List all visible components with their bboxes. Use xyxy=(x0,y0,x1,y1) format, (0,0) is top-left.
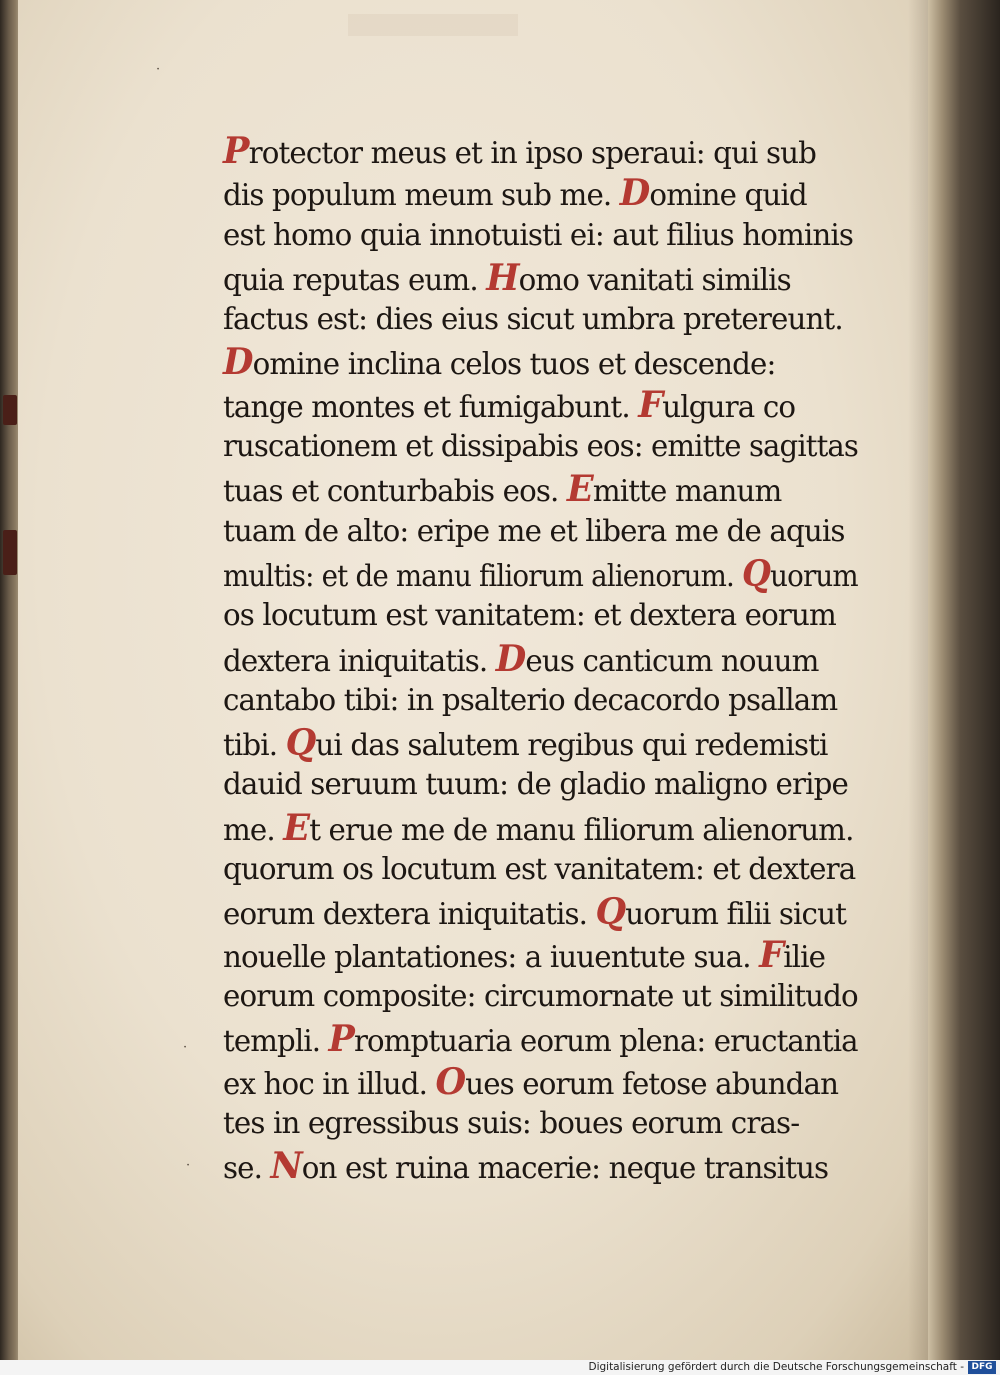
text-line xyxy=(223,1145,858,1187)
line-text: dis populum meum sub me. xyxy=(223,178,620,214)
line-text: est homo quia innotuisti ei: aut filius hominis xyxy=(223,217,854,253)
line-text: ues eorum fetose abundan xyxy=(465,1066,839,1102)
text-line xyxy=(223,426,858,468)
line-text: quia reputas eum. xyxy=(223,262,487,298)
line-text: eorum dextera iniquitatis. xyxy=(223,897,596,933)
text-line xyxy=(223,552,858,595)
rubricated-initial: P xyxy=(328,1018,354,1061)
line-text: se. xyxy=(223,1151,271,1187)
text-line xyxy=(223,468,858,510)
line-text: uorum xyxy=(770,558,858,594)
footer-bar xyxy=(0,1360,1000,1375)
line-text: mitte manum xyxy=(592,474,782,510)
line-text: ruscationem et dissipabis eos: emitte sagittas xyxy=(223,429,858,465)
line-text: on est ruina macerie: neque transitus xyxy=(301,1151,829,1187)
line-text: dauid seruum tuum: de gladio maligno eripe xyxy=(223,767,848,803)
line-text: nouelle plantationes: a iuuentute sua. xyxy=(223,939,760,975)
line-text: omine inclina celos tuos et descende: xyxy=(252,347,776,383)
rubricated-initial: F xyxy=(638,383,663,426)
text-line xyxy=(223,764,858,806)
text-line xyxy=(223,215,858,257)
line-text: uorum filii sicut xyxy=(625,897,846,933)
text-line xyxy=(223,638,858,680)
margin-mark: · xyxy=(183,1040,188,1055)
line-text: ui das salutem regibus qui redemisti xyxy=(315,728,828,764)
rubricated-initial: H xyxy=(486,256,519,299)
text-line xyxy=(223,257,858,299)
line-text: templi. xyxy=(223,1024,329,1060)
rubricated-initial: Q xyxy=(741,552,771,595)
faint-bleed-through xyxy=(348,14,518,36)
line-text: multis: et de manu filiorum alienorum. xyxy=(223,558,742,594)
bookmark-ribbon xyxy=(3,530,17,575)
line-text: me. xyxy=(223,812,284,848)
text-line xyxy=(223,1061,858,1103)
line-text: tibi. xyxy=(223,728,286,764)
text-line xyxy=(223,680,858,722)
text-line xyxy=(223,130,858,172)
line-text: ulgura co xyxy=(662,389,796,425)
line-text: ex hoc in illud. xyxy=(223,1066,436,1102)
line-text: romptuaria eorum plena: eructantia xyxy=(353,1024,858,1060)
line-text: quorum os locutum est vanitatem: et dextera xyxy=(223,852,856,888)
line-text: rotector meus et in ipso speraui: qui sub xyxy=(248,136,817,171)
book-fore-edge xyxy=(928,0,1000,1360)
text-line xyxy=(223,299,858,341)
rubricated-initial: E xyxy=(566,468,593,511)
dfg-logo: DFG xyxy=(968,1361,996,1374)
text-line xyxy=(223,595,858,637)
text-line xyxy=(223,172,858,214)
blackletter-text-block xyxy=(223,130,873,1187)
rubricated-initial: D xyxy=(619,172,650,215)
line-text: dextera iniquitatis. xyxy=(223,643,496,679)
line-text: eorum composite: circumornate ut similitudo xyxy=(223,978,858,1014)
rubricated-initial: Q xyxy=(285,722,316,765)
text-line xyxy=(223,722,858,764)
text-line xyxy=(223,849,858,891)
line-text: ilie xyxy=(783,939,826,975)
rubricated-initial: F xyxy=(759,933,784,976)
line-text: eus canticum nouum xyxy=(525,643,819,679)
line-text: tuas et conturbabis eos. xyxy=(223,474,567,510)
line-text: t erue me de manu filiorum alienorum. xyxy=(309,812,854,848)
bookmark-ribbon xyxy=(3,395,17,425)
margin-mark: · xyxy=(186,1158,191,1173)
rubricated-initial: O xyxy=(435,1060,466,1103)
line-text: factus est: dies eius sicut umbra pretereunt. xyxy=(223,302,843,338)
margin-mark: · xyxy=(156,62,161,77)
text-line xyxy=(223,934,858,976)
line-text: omine quid xyxy=(649,178,807,214)
text-line xyxy=(223,1018,858,1061)
text-line xyxy=(223,891,858,933)
funding-credit: Digitalisierung gefördert durch die Deutsche Forschungsgemeinschaft - xyxy=(588,1361,964,1373)
rubricated-initial: E xyxy=(283,806,310,849)
text-line xyxy=(223,807,858,849)
line-text: tuam de alto: eripe me et libera me de aquis xyxy=(223,513,845,549)
line-text: tange montes et fumigabunt. xyxy=(223,389,639,425)
line-text: tes in egressibus suis: boues eorum cras- xyxy=(223,1105,800,1141)
manuscript-page xyxy=(18,0,948,1360)
text-line xyxy=(223,341,858,383)
line-text: cantabo tibi: in psalterio decacordo psallam xyxy=(223,682,838,718)
line-text: omo vanitati similis xyxy=(518,262,791,298)
rubricated-initial: Q xyxy=(595,891,626,934)
rubricated-initial: N xyxy=(270,1145,302,1188)
text-line xyxy=(223,976,858,1018)
rubricated-initial: D xyxy=(223,341,253,384)
rubricated-initial: D xyxy=(495,637,526,680)
line-text: os locutum est vanitatem: et dextera eorum xyxy=(223,598,836,634)
text-line xyxy=(223,1103,858,1145)
rubricated-initial: P xyxy=(223,130,249,172)
text-line xyxy=(223,384,858,426)
text-line xyxy=(223,511,858,553)
